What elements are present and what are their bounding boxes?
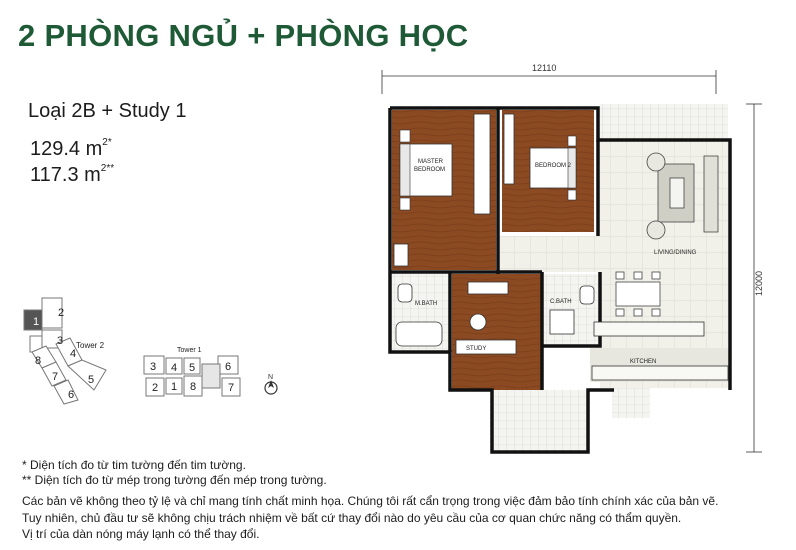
gross-area: 129.4 $m^{2*}$ bbox=[30, 137, 112, 160]
disclaimer-line: Vị trí của dàn nóng máy lạnh có thể thay đổi. bbox=[22, 527, 260, 541]
north-label: N bbox=[268, 374, 274, 381]
wardrobe bbox=[504, 114, 514, 184]
width-dimension bbox=[382, 70, 716, 94]
kitchen-counter bbox=[592, 366, 728, 380]
m-bath-label: M.BATH bbox=[415, 301, 438, 307]
bedroom-2-label: BEDROOM 2 bbox=[535, 163, 572, 169]
dining-table bbox=[616, 272, 660, 316]
bathtub bbox=[396, 322, 442, 346]
master-bedroom-label: MASTER BEDROOM bbox=[414, 159, 446, 173]
toilet bbox=[580, 286, 594, 304]
tower-2-unit-label: 3 bbox=[57, 335, 64, 347]
study-label: STUDY bbox=[466, 346, 487, 352]
north-arrow-icon bbox=[265, 374, 277, 394]
study-shelf bbox=[468, 282, 508, 294]
tower-core bbox=[202, 364, 220, 388]
tower-2-unit-label: 8 bbox=[35, 355, 42, 367]
tower-2-unit-label: 6 bbox=[68, 389, 75, 401]
unit-block bbox=[68, 360, 106, 390]
footnote-gross: * Diện tích đo từ tim tường đến tim tường. bbox=[22, 458, 246, 472]
study-chair bbox=[470, 314, 486, 330]
disclaimer-line: Tuy nhiên, chủ đầu tư sẽ không chịu trách nhiệm về bất cứ thay đổi nào do yêu cầu của cơ quan chức năng có thẩm quyền. bbox=[22, 511, 682, 525]
tower-2-unit-label: 5 bbox=[88, 374, 95, 386]
unit-type-label: Loại 2B + Study 1 bbox=[28, 100, 187, 122]
tower-1-label: Tower 1 bbox=[177, 347, 202, 354]
tower-2-unit-label: 2 bbox=[58, 307, 65, 319]
footnote-net: ** Diện tích đo từ mép trong tường đến mép trong tường. bbox=[22, 473, 327, 487]
c-bath-label: C.BATH bbox=[550, 299, 572, 305]
floor-plan bbox=[370, 60, 782, 460]
tower-2-unit-label: 1 bbox=[33, 316, 40, 328]
balcony bbox=[494, 390, 586, 450]
tower-1-unit-label: 8 bbox=[190, 381, 197, 393]
tower-1-unit-label: 5 bbox=[189, 362, 196, 374]
tower-1-unit-label: 3 bbox=[150, 361, 157, 373]
tower-1-unit-label: 1 bbox=[171, 381, 178, 393]
disclaimer-line: Các bản vẽ không theo tỷ lệ và chỉ mang tính chất minh họa. Chúng tôi rất cẩn trọng trong việc đảm bảo tính chính xác của bản vẽ. bbox=[22, 494, 719, 508]
balcony bbox=[600, 104, 728, 140]
net-area: 117.3 $m^{2**}$ bbox=[30, 163, 115, 186]
tower-1-unit-label: 7 bbox=[228, 382, 235, 394]
toilet bbox=[398, 284, 412, 302]
tower-2-label: Tower 2 bbox=[76, 341, 105, 350]
key-plan bbox=[20, 290, 290, 430]
width-dimension-label: 12110 bbox=[532, 63, 557, 73]
wardrobe bbox=[474, 114, 490, 214]
kitchen-label: KITCHEN bbox=[630, 359, 657, 365]
height-dimension-label: 12000 bbox=[754, 270, 764, 296]
tower-1-unit-label: 4 bbox=[171, 362, 178, 374]
tower-2-unit-label: 4 bbox=[70, 348, 77, 360]
kitchen-island bbox=[594, 322, 704, 336]
living-dining-label: LIVING/DINING bbox=[654, 250, 697, 256]
shower bbox=[550, 310, 574, 334]
wardrobe bbox=[394, 244, 408, 266]
tower-1-unit-label: 6 bbox=[225, 361, 232, 373]
tower-2-block bbox=[24, 298, 106, 404]
page-title: 2 PHÒNG NGỦ + PHÒNG HỌC bbox=[18, 18, 469, 53]
tower-1-unit-label: 2 bbox=[152, 382, 159, 394]
tower-2-unit-label: 7 bbox=[52, 371, 59, 383]
corridor-floor bbox=[500, 236, 600, 272]
